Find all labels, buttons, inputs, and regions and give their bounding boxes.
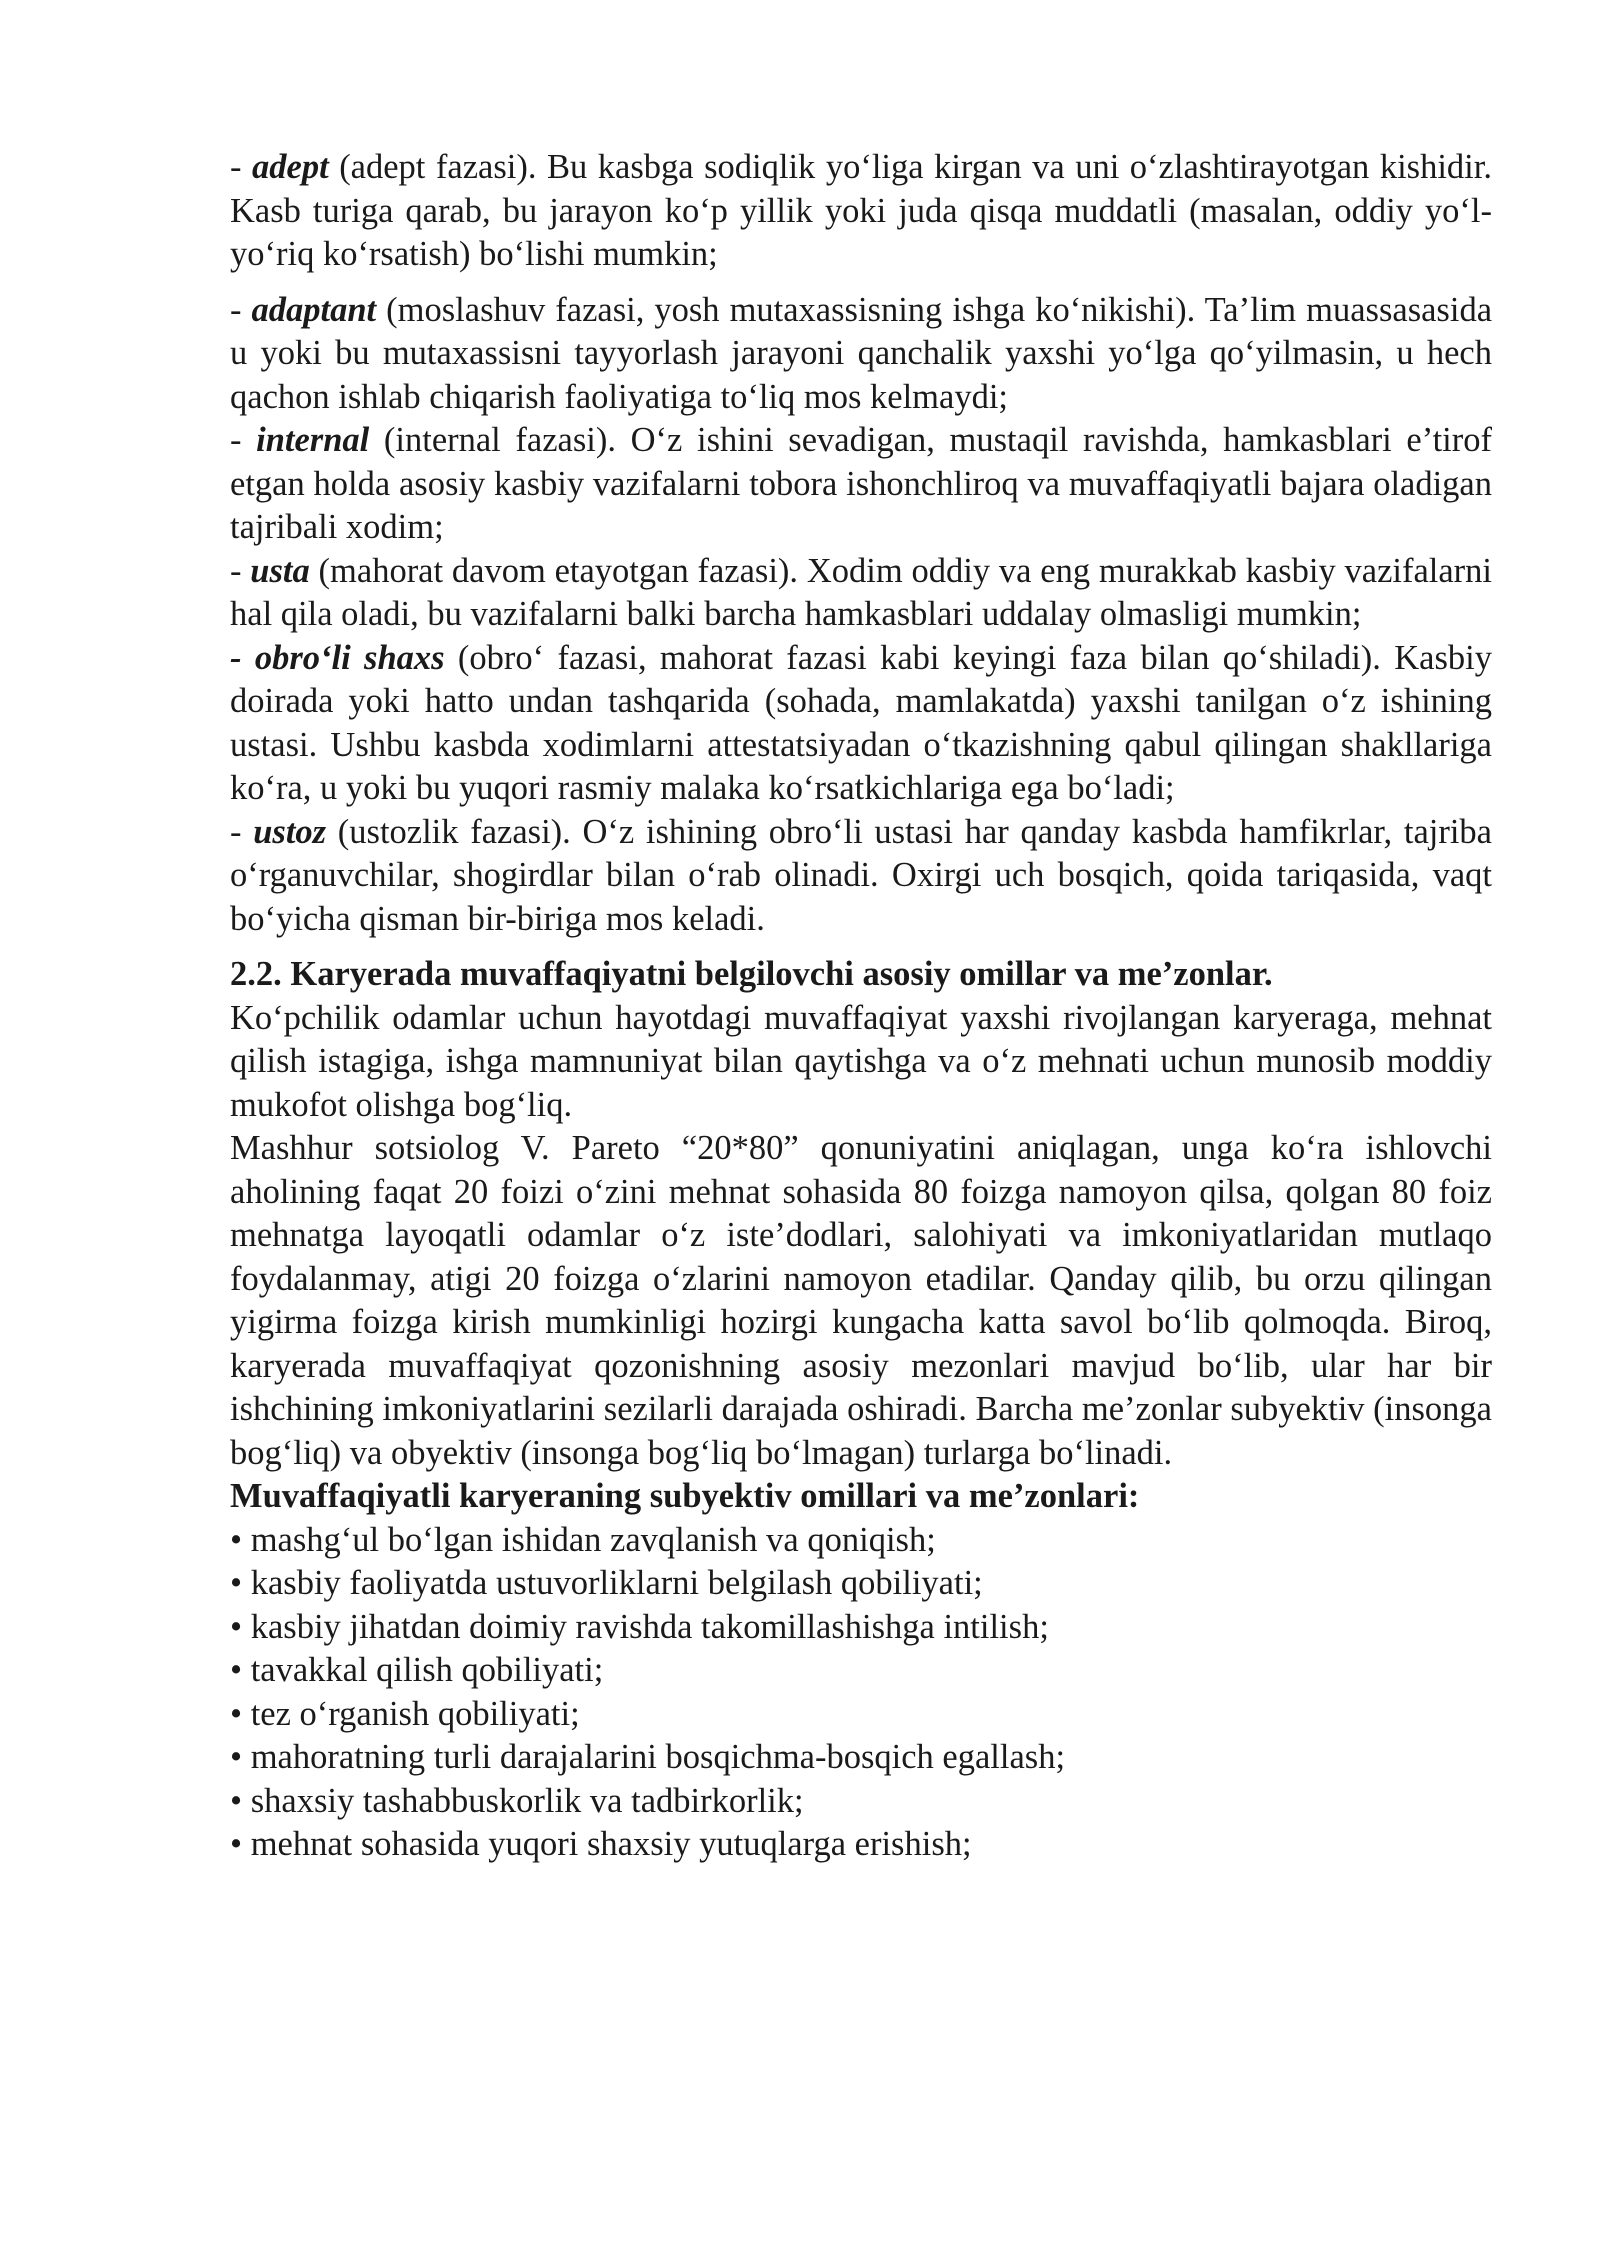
phase-dash: -: [230, 421, 257, 459]
phase-internal: [230, 419, 1492, 550]
list-item: • tavakkal qilish qobiliyati;: [230, 1651, 604, 1689]
list-item: • tez o‘rganish qobiliyati;: [230, 1694, 580, 1733]
phase-description: (ustozlik fazasi). O‘z ishining obro‘li ustasi har qanday kasbda hamfikrlar, tajriba o‘rganuvchilar, shogirdlar bilan o‘rab olinadi. Oxirgi uch bosqich, qoida tariqasida, vaqt bo‘yicha qisman bir-biriga mos keladi.: [230, 812, 1492, 938]
phase-dash: -: [230, 551, 251, 590]
phase-dash: -: [230, 290, 252, 329]
phase-usta: [230, 550, 1492, 637]
phase-description: (obro‘ fazasi, mahorat fazasi kabi keyingi faza bilan qo‘shiladi). Kasbiy doirada yoki hatto undan tashqarida (sohada, mamlakatda) yaxshi tanilgan o‘z ishining ustasi. Ushbu kasbda xodimlarni attestatsiyadan o‘tkazishning qabul qilingan shakllariga ko‘ra, u yoki bu yuqori rasmiy malaka ko‘rsatkichlariga ega bo‘ladi;: [230, 638, 1492, 807]
phase-description: (adept fazasi). Bu kasbga sodiqlik yo‘liga kirgan va uni o‘zlashtirayotgan kishidir. Kasb turiga qarab, bu jarayon ko‘p yillik yoki juda qisqa muddatli (masalan, oddiy yo‘l-yo‘riq ko‘rsatish) bo‘lishi mumkin;: [230, 148, 1492, 273]
phase-adept: [230, 146, 1492, 277]
phase-dash: -: [230, 812, 254, 851]
list-item: • shaxsiy tashabbuskorlik va tadbirkorlik;: [230, 1781, 804, 1820]
phase-term: usta: [250, 551, 310, 590]
list-item: • mehnat sohasida yuqori shaxsiy yutuqlarga erishish;: [230, 1825, 972, 1863]
section-paragraph: Ko‘pchilik odamlar uchun hayotdagi muvaffaqiyat yaxshi rivojlangan karyeraga, mehnat qilish istagiga, ishga mamnuniyat bilan qaytishga va o‘z mehnati uchun munosib moddiy mukofot olishga bog‘liq.: [230, 998, 1492, 1124]
subjective-factors-list: [230, 1519, 1492, 1867]
subjective-factors-heading: Muvaffaqiyatli karyeraning subyektiv omillari va me’zonlari:: [230, 1477, 1140, 1515]
phase-obroli-shaxs: [230, 637, 1492, 811]
phase-dash: -: [230, 638, 255, 677]
phase-description: (mahorat davom etayotgan fazasi). Xodim oddiy va eng murakkab kasbiy vazifalarni hal qila oladi, bu vazifalarni balki barcha hamkasblari uddalay olmasligi mumkin;: [230, 551, 1492, 633]
list-item: • mahoratning turli darajalarini bosqichma-bosqich egallash;: [230, 1738, 1066, 1776]
phase-term: adept: [252, 148, 329, 186]
phase-term: ustoz: [253, 812, 327, 851]
phase-description: (internal fazasi). O‘z ishini sevadigan, mustaqil ravishda, hamkasblari e’tirof etgan holda asosiy kasbiy vazifalarni tobora ishonchliroq va muvaffaqiyatli bajara oladigan tajribali xodim;: [230, 421, 1492, 546]
section-heading: 2.2. Karyerada muvaffaqiyatni belgilovchi asosiy omillar va me’zonlar.: [230, 955, 1273, 993]
phase-description: (moslashuv fazasi, yosh mutaxassisning ishga ko‘nikishi). Ta’lim muassasasida u yoki bu mutaxassisni tayyorlash jarayoni qanchalik yaxshi yo‘lga qo‘yilmasin, u hech qachon ishlab chiqarish faoliyatiga to‘liq mos kelmaydi;: [230, 290, 1493, 416]
phase-ustoz: [230, 811, 1492, 942]
list-item: • kasbiy faoliyatda ustuvorliklarni belgilash qobiliyati;: [230, 1564, 983, 1602]
phase-term: obro‘li shaxs: [254, 638, 445, 677]
list-item: • kasbiy jihatdan doimiy ravishda takomillashishga intilish;: [230, 1607, 1049, 1646]
phase-term: internal: [256, 421, 370, 459]
section-paragraph: Mashhur sotsiolog V. Pareto “20*80” qonuniyatini aniqlagan, unga ko‘ra ishlovchi aholining faqat 20 foizi o‘zini mehnat sohasida 80 foizga namoyon qilsa, qolgan 80 foiz mehnatga layoqatli odamlar o‘z iste’dodlari, salohiyati va imkoniyatlaridan mutlaqo foydalanmay, atigi 20 foizga o‘zlarini namoyon etadilar. Qanday qilib, bu orzu qilingan yigirma foizga kirish mumkinligi hozirgi kungacha katta savol bo‘lib qolmoqda. Biroq, karyerada muvaffaqiyat qozonishning asosiy mezonlari mavjud bo‘lib, ular har bir ishchining imkoniyatlarini sezilarli darajada oshiradi. Barcha me’zonlar subyektiv (insonga bog‘liq) va obyektiv (insonga bog‘liq bo‘lmagan) turlarga bo‘linadi.: [230, 1129, 1492, 1472]
phase-adaptant: [230, 289, 1492, 420]
list-item: • mashg‘ul bo‘lgan ishidan zavqlanish va qoniqish;: [230, 1520, 936, 1559]
phase-dash: -: [230, 148, 253, 186]
phase-term: adaptant: [251, 290, 377, 329]
document-page: [230, 146, 1492, 1867]
